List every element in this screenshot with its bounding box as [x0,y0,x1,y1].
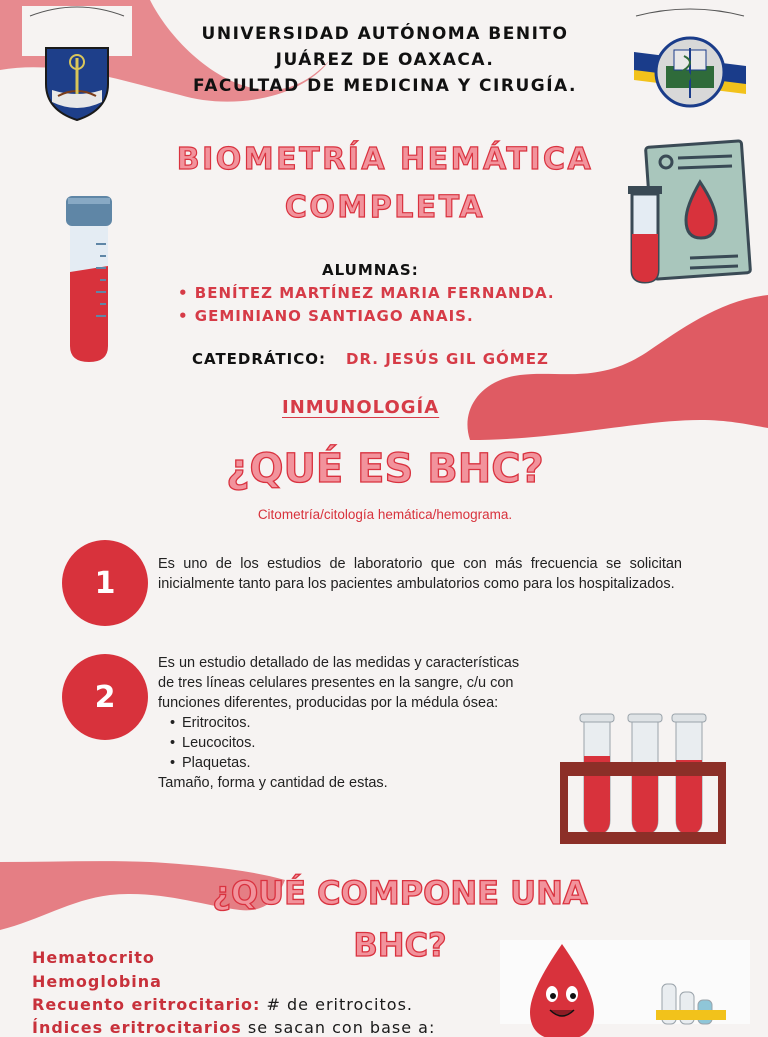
university-name-line-1: UNIVERSIDAD AUTÓNOMA BENITO [201,24,569,44]
blood-tube-icon [60,194,120,370]
point-1-badge: 1 [62,540,148,626]
subject-name: INMUNOLOGÍA [282,397,440,418]
university-name-line-2: JUÁREZ DE OAXACA. [275,50,495,70]
list-item: • Leucocitos. [158,733,538,753]
university-seal [22,6,132,126]
what-is-subtitle: Citometría/citología hemática/hemograma. [257,507,513,522]
title-line-2: COMPLETA [284,190,486,225]
faculty-name: FACULTAD DE MEDICINA Y CIRUGÍA. [193,76,577,96]
list-item: • Plaquetas. [158,753,538,773]
composition-heading-line-1: ¿QUÉ COMPONE UNA [212,874,588,912]
student-name-2: • GEMINIANO SANTIAGO ANAIS. [178,307,474,325]
title-line-1: BIOMETRÍA HEMÁTICA [176,142,594,177]
composition-item: Hemoglobina [32,972,162,991]
point-2-content [158,653,538,793]
list-item: • Eritrocitos. [158,713,538,733]
cell-lines-list [158,713,538,773]
professor-name: DR. JESÚS GIL GÓMEZ [346,350,549,368]
blood-report-icon [626,140,752,290]
point-2-intro: Es un estudio detallado de las medidas y características de tres líneas celulares presentes en la sangre, c/u con funciones diferentes, producidas por la médula ósea: [158,655,520,711]
test-tube-rack-icon [556,712,732,852]
point-2-badge: 2 [62,654,148,740]
what-is-heading: ¿QUÉ ES BHC? [226,446,544,492]
student-name-1: • BENÍTEZ MARTÍNEZ MARIA FERNANDA. [178,284,555,302]
faculty-seal [630,6,750,122]
composition-item: Hematocrito [32,948,155,967]
composition-heading-line-2: BHC? [353,926,447,964]
professor-label: CATEDRÁTICO: [192,350,326,368]
composition-item: Índices eritrocitarios se sacan con base a: [32,1018,436,1037]
composition-item: Recuento eritrocitario: # de eritrocitos. [32,995,413,1014]
students-heading: ALUMNAS: [322,261,419,279]
point-1-text: Es uno de los estudios de laboratorio que con más frecuencia se solicitan inicialmente tanto para los pacientes ambulatorios como para los hospitalizados. [158,556,682,592]
point-2-outro: Tamaño, forma y cantidad de estas. [158,775,388,791]
blood-drop-mascot-icon [500,940,750,1028]
